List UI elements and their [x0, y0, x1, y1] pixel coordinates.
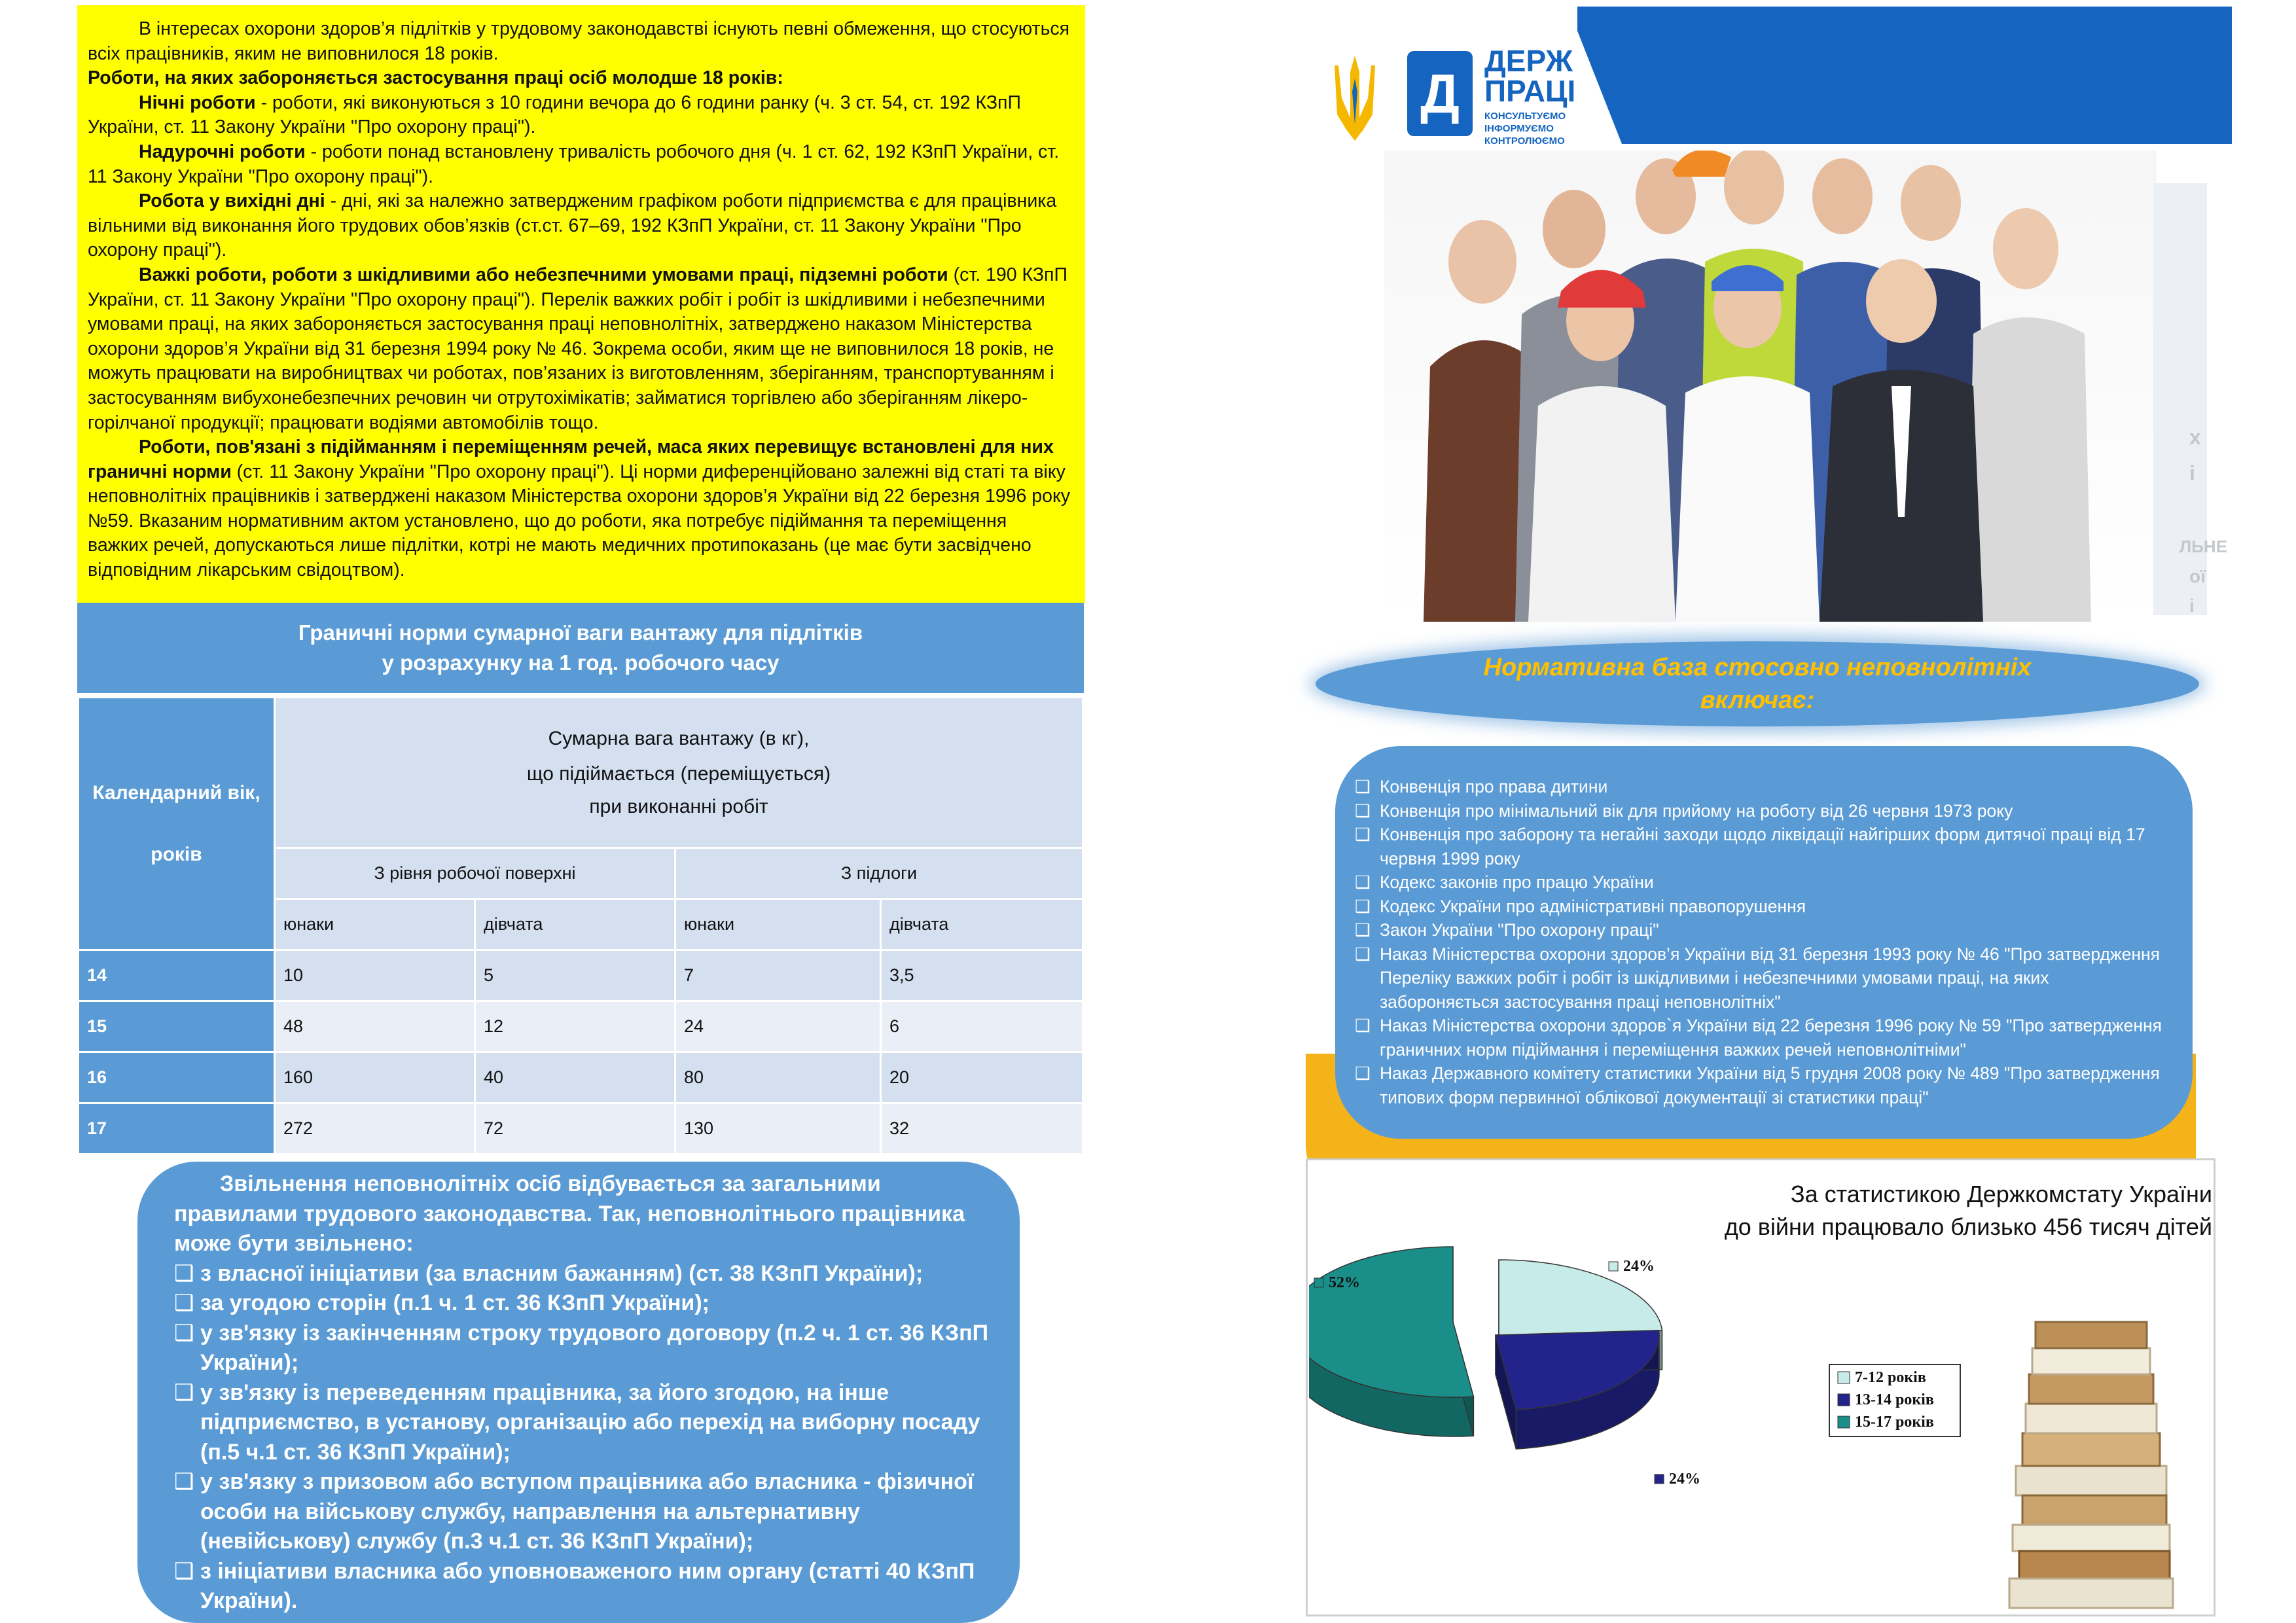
list-item: ❑ Наказ Державного комітету статистики України від 5 грудня 2008 року № 489 "Про затвердження типових форм первинної облікової документації зі статистики праці" — [1355, 1061, 2166, 1109]
load-limits-table — [77, 696, 1084, 1155]
legend-label-2: 15-17 років — [1855, 1414, 1934, 1431]
girls-header: дівчата — [881, 899, 1083, 950]
legend-label-0: 7-12 років — [1855, 1369, 1926, 1386]
restrictions-heading: Роботи, на яких забороняється застосування праці осіб молодше 18 років: — [88, 67, 783, 89]
age-header: Календарний вік, років — [79, 698, 275, 950]
dismissal-info-box — [137, 1162, 1020, 1623]
pie-group — [1309, 1247, 1700, 1488]
checkbox-bullet-icon: ❑ — [174, 1469, 194, 1494]
checkbox-bullet-icon: ❑ — [1355, 944, 1371, 964]
age-cell: 15 — [79, 1001, 275, 1052]
logo-mark: Д — [1407, 51, 1473, 136]
list-item: ❑ Закон України "Про охорону праці" — [1355, 918, 2166, 942]
checkbox-bullet-icon: ❑ — [174, 1260, 194, 1286]
table-cell: 7 — [675, 950, 881, 1001]
list-item: ❑ Кодекс України про адміністративні правопорушення — [1355, 895, 2166, 919]
checkbox-bullet-icon: ❑ — [1355, 777, 1371, 796]
data-label-0: 24% — [1623, 1258, 1655, 1275]
legend-swatch-0 — [1838, 1372, 1850, 1383]
table-cell: 10 — [275, 950, 475, 1001]
floor-header: З підлоги — [675, 848, 1083, 899]
girls-header: дівчата — [475, 899, 675, 950]
cover-edge: х і ЛЬНЕ ої і — [2153, 183, 2207, 615]
boys-header: юнаки — [275, 899, 475, 950]
weight-header: Сумарна вага вантажу (в кг), що підіймається (переміщується) при виконанні робіт — [275, 698, 1083, 848]
restrictions-text-block — [77, 5, 1085, 603]
person-silhouette — [1424, 151, 2091, 622]
list-item: ❑ Конвенція про права дитини — [1355, 775, 2166, 799]
data-label-1: 24% — [1669, 1471, 1700, 1488]
table-cell: 48 — [275, 1001, 475, 1052]
normative-base-header: Нормативна база стосовно неповнолітніх включає: — [1316, 641, 2199, 726]
young-workers-photo — [1384, 151, 2157, 622]
checkbox-bullet-icon: ❑ — [1355, 920, 1371, 940]
boys-header: юнаки — [675, 899, 881, 950]
table-cell: 32 — [881, 1103, 1083, 1154]
night-work-title: Нічні роботи — [139, 92, 256, 113]
surface-header: З рівня робочої поверхні — [275, 848, 675, 899]
checkbox-bullet-icon: ❑ — [1355, 1016, 1371, 1035]
trident-icon — [1332, 52, 1378, 144]
brand-stripe — [1577, 7, 2232, 144]
table-cell: 272 — [275, 1103, 475, 1154]
checkbox-bullet-icon: ❑ — [1355, 896, 1371, 916]
data-label-swatch-0 — [1609, 1262, 1618, 1271]
table-cell: 80 — [675, 1052, 881, 1103]
list-item: ❑ Кодекс законів про працю України — [1355, 870, 2166, 895]
chart-title: За статистикою Держкомстату України до війни працювало близько 456 тисяч дітей — [1724, 1181, 2212, 1240]
legend-swatch-2 — [1838, 1416, 1850, 1428]
hazardous-work-title: Важкі роботи, роботи з шкідливими або небезпечними умовами праці, підземні роботи — [139, 264, 948, 285]
weekend-paragraph: Робота у вихідні дні - дні, які за належно затвердженим графіком роботи підприємства є для працівника вільними від виконання його трудових обов’язків (ст.ст. 67–69, 192 КЗпП України, ст. 11 Закону України "Про охорону праці"). — [88, 190, 1057, 261]
books-illustration — [2009, 1322, 2173, 1608]
overtime-title: Надурочні роботи — [139, 141, 306, 162]
data-label-swatch-1 — [1655, 1474, 1664, 1484]
lifting-paragraph: Роботи, пов'язані з підійманням і переміщенням речей, маса яких перевищує встановлені для них граничні норми (ст. 11 Закону України "Про охорону праці"). Ці норми диференційовано залежні від статі та віку неповнолітніх працівників і затверджені наказом Міністерства охорони здоров’я України від 22 березня 1996 року №59. Вказаним нормативним актом установлено, що до роботи, яка потребує підіймання та переміщення важких речей, допускаються лише підлітки, котрі не мають медичних протипоказань (це має бути засвідчено відповідним лікарським свідоцтвом). — [88, 437, 1071, 581]
list-item: ❑ у зв'язку із закінченням строку трудового договору (п.2 ч. 1 ст. 36 КЗпП України); — [174, 1319, 994, 1378]
children-employment-pie-chart — [1309, 1243, 2212, 1610]
legend-label-1: 13-14 років — [1855, 1391, 1934, 1408]
list-item: ❑ Наказ Міністерства охорони здоров`я України від 22 березня 1996 року № 59 "Про затвердження граничних норм підіймання і переміщення важких речей неповнолітніми" — [1355, 1014, 2166, 1061]
normative-base-list — [1335, 746, 2193, 1139]
table-cell: 40 — [475, 1052, 675, 1103]
overtime-paragraph: Надурочні роботи - роботи понад встановлену тривалість робочого дня (ч. 1 ст. 62, 192 КЗпП України, ст. 11 Закону України "Про охорону праці"). — [88, 141, 1060, 187]
checkbox-bullet-icon: ❑ — [174, 1320, 194, 1346]
table-cell: 160 — [275, 1052, 475, 1103]
legend-swatch-1 — [1838, 1394, 1850, 1406]
age-cell: 14 — [79, 950, 275, 1001]
age-cell: 17 — [79, 1103, 275, 1154]
table-cell: 20 — [881, 1052, 1083, 1103]
lifting-title: Роботи, пов'язані з підійманням і переміщенням речей, маса яких перевищує встановлені для них граничні норми — [88, 437, 1054, 482]
table-cell: 3,5 — [881, 950, 1083, 1001]
table-cell: 5 — [475, 950, 675, 1001]
table-row — [79, 1001, 1083, 1052]
table-cell: 72 — [475, 1103, 675, 1154]
data-label-2: 52% — [1329, 1274, 1360, 1291]
weekend-title: Робота у вихідні дні — [139, 190, 325, 212]
list-item: ❑ Наказ Міністерства охорони здоров’я України від 31 березня 1993 року № 46 "Про затвердження Переліку важких робіт і робіт із шкідливими і небезпечними умовами праці, на яких забороняється застосування праці неповнолітніх" — [1355, 942, 2166, 1014]
chart-legend — [1829, 1364, 1960, 1436]
checkbox-bullet-icon: ❑ — [1355, 800, 1371, 821]
hazardous-work-paragraph: Важкі роботи, роботи з шкідливими або небезпечними умовами праці, підземні роботи (ст. 190 КЗпП України, ст. 11 Закону України "Про охорону праці"). Перелік важких робіт і робіт із шкідливими і небезпечними умовами праці, на яких забороняється застосування праці неповнолітніх, затверджено наказом Міністерства охорони здоров’я України від 31 березня 1994 року № 46. Зокрема особи, яким ще не виповнилося 18 років, не можуть працювати на виробництвах чи роботах, пов’язаних із виготовленням, зберіганням, транспортуванням і застосуванням вибухонебезпечних речовин чи отрутохімікатів; займатися торгівлею або зберіганням лікеро-горілчаної продукції; працювати водіями автомобілів тощо. — [88, 264, 1067, 433]
table-title: Граничні норми сумарної ваги вантажу для підлітків у розрахунку на 1 год. робочого часу — [77, 603, 1084, 693]
table-row — [79, 1103, 1083, 1154]
dismissal-intro: Звільнення неповнолітніх осіб відбувається за загальними правилами трудового законодавства. Так, неповнолітнього працівника може бути звільнено: — [174, 1171, 965, 1256]
list-item: ❑ з власної ініціативи (за власним бажанням) (ст. 38 КЗпП України); — [174, 1259, 994, 1289]
list-item: ❑ Конвенція про мінімальний вік для прийому на роботу від 26 червня 1973 року — [1355, 799, 2166, 823]
checkbox-bullet-icon: ❑ — [174, 1291, 194, 1315]
list-item: ❑ Конвенція про заборону та негайні заходи щодо ліквідації найгірших форм дитячої праці від 17 червня 1999 року — [1355, 823, 2166, 870]
night-work-paragraph: Нічні роботи - роботи, які виконуються з 10 години вечора до 6 години ранку (ч. 3 ст. 54, ст. 192 КЗпП України, ст. 11 Закону України "Про охорону праці"). — [88, 92, 1021, 138]
table-cell: 12 — [475, 1001, 675, 1052]
table-cell: 24 — [675, 1001, 881, 1052]
table-cell: 130 — [675, 1103, 881, 1154]
list-item: ❑ з ініціативи власника або уповноваженого ним органу (статті 40 КЗпП України). — [174, 1557, 994, 1616]
table-row — [79, 950, 1083, 1001]
checkbox-bullet-icon: ❑ — [174, 1558, 194, 1584]
list-item: ❑ за угодою сторін (п.1 ч. 1 ст. 36 КЗпП України); — [174, 1289, 994, 1319]
list-item: ❑ у зв'язку з призовом або вступом працівника або власника - фізичної особи на військову службу, направлення на альтернативну (невійськову) службу (п.3 ч.1 ст. 36 КЗпП України); — [174, 1467, 994, 1557]
checkbox-bullet-icon: ❑ — [1355, 1063, 1371, 1083]
table-cell: 6 — [881, 1001, 1083, 1052]
list-item: ❑ у зв'язку із переведенням працівника, за його згодою, на інше підприємство, в установу, організацію або перехід на виборну посаду (п.5 ч.1 ст. 36 КЗпП України); — [174, 1378, 994, 1468]
checkbox-bullet-icon: ❑ — [1355, 872, 1371, 892]
checkbox-bullet-icon: ❑ — [174, 1380, 194, 1405]
intro-paragraph: В інтересах охорони здоров’я підлітків у трудовому законодавстві існують певні обмеження, що стосуються всіх працівників, яким не виповнилося 18 років. — [88, 18, 1070, 64]
table-row — [79, 1052, 1083, 1103]
data-label-swatch-2 — [1314, 1278, 1323, 1287]
young-workers-illustration — [1384, 151, 2157, 622]
checkbox-bullet-icon: ❑ — [1355, 825, 1371, 844]
logo-wordmark: ДЕРЖ ПРАЦІ КОНСУЛЬТУЄМО ІНФОРМУЄМО КОНТРОЛЮЄМО — [1484, 44, 1576, 147]
age-cell: 16 — [79, 1052, 275, 1103]
